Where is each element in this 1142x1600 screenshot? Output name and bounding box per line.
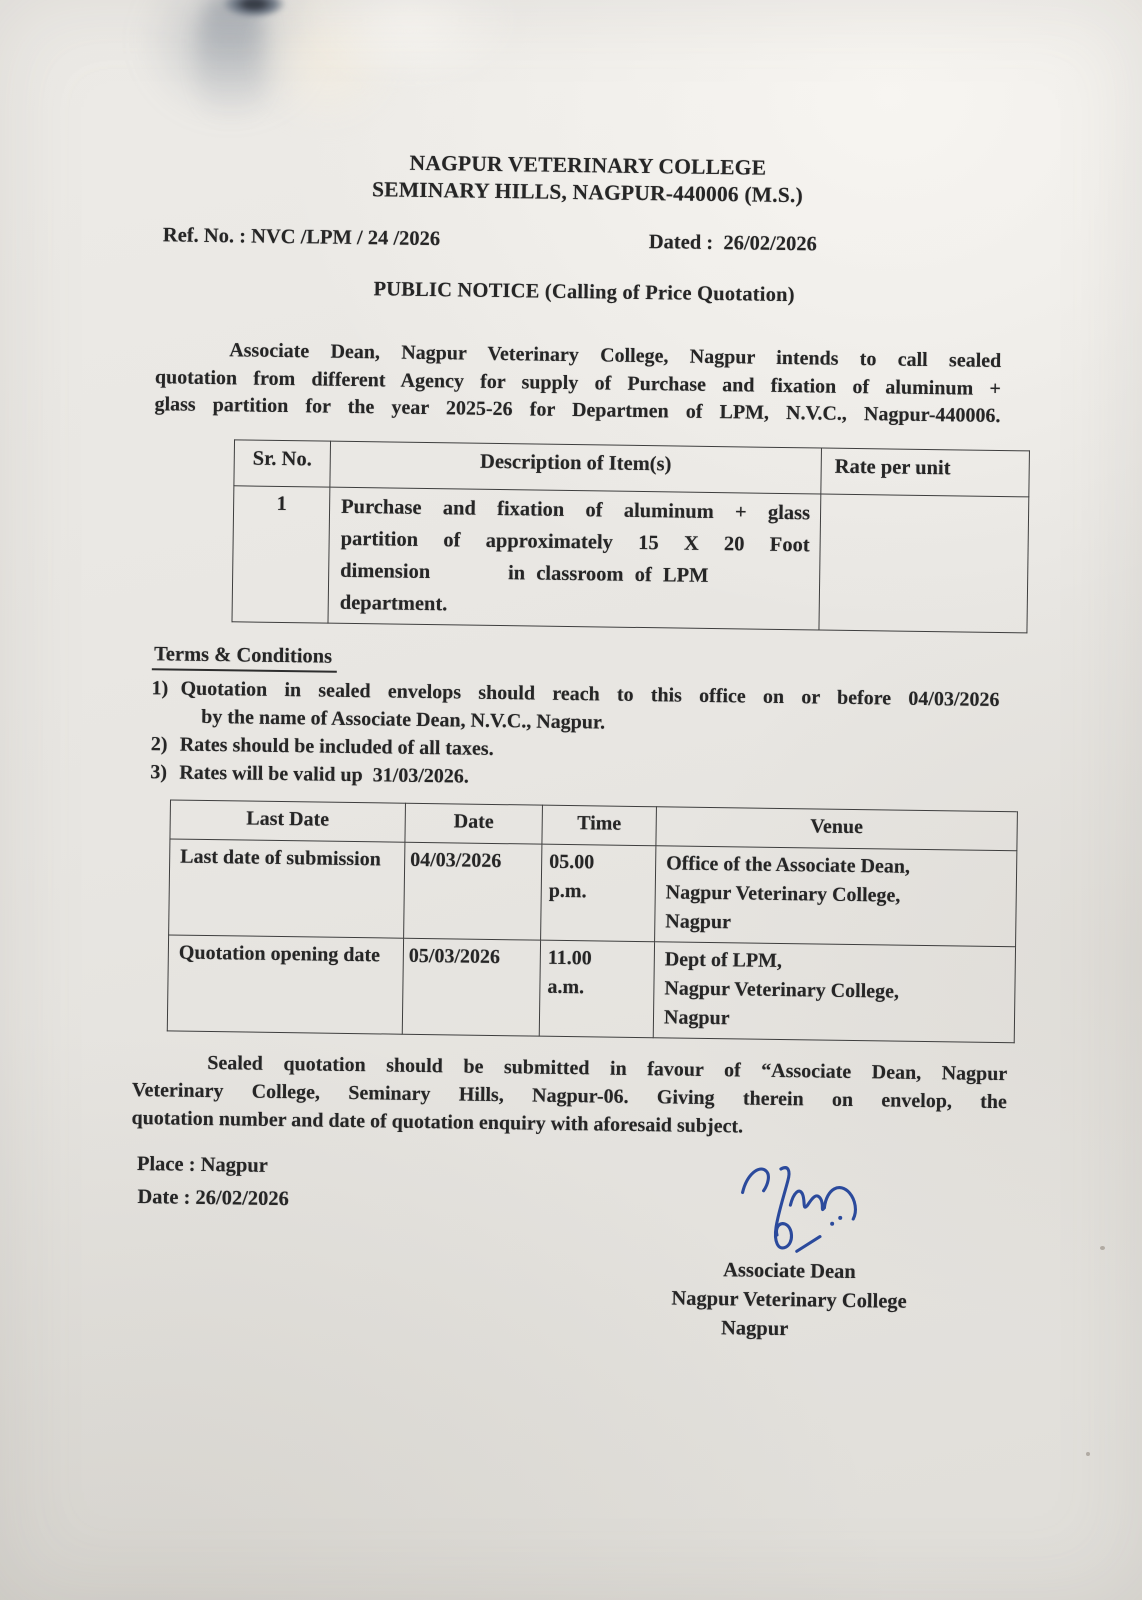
item-rate-empty	[819, 494, 1029, 633]
term-number: 1)	[151, 677, 169, 700]
term-number: 2)	[150, 733, 168, 756]
term-number: 3)	[150, 761, 168, 784]
place-line: Place : Nagpur	[136, 1153, 269, 1177]
college-address: SEMINARY HILLS, NAGPUR-440006 (M.S.)	[371, 177, 804, 208]
signature-stroke	[790, 1191, 824, 1210]
intro-line: Associate Dean, Nagpur Veterinary College, Nagpur intends to call sealed	[229, 339, 1002, 373]
term-text-line: Rates will be valid up 31/03/2026.	[179, 761, 469, 788]
item-description-line: dimension in classroom of LPM	[340, 559, 709, 587]
ref-number: Ref. No. : NVC /LPM / 24 /2026	[162, 224, 441, 251]
schedule-label: Last date of submission	[169, 839, 405, 938]
item-description-line: Purchase and fixation of aluminum + glass	[340, 495, 811, 525]
intro-paragraph	[154, 336, 1001, 430]
items-table-row	[232, 486, 1029, 633]
schedule-table	[167, 799, 1018, 1043]
college-name: NAGPUR VETERINARY COLLEGE	[409, 150, 767, 180]
items-table	[231, 439, 1029, 633]
schedule-venue: Office of the Associate Dean, Nagpur Veterinary College, Nagpur	[655, 846, 1017, 947]
closing-line: Sealed quotation should be submitted in favour of “Associate Dean, Nagpur	[207, 1052, 1008, 1086]
reference-line	[163, 224, 1023, 259]
schedule-header-venue: Venue	[656, 807, 1018, 851]
schedule-time: 11.00 a.m.	[539, 940, 654, 1038]
signature-stroke	[824, 1187, 856, 1219]
signatory-place: Nagpur	[720, 1317, 789, 1341]
item-description	[328, 487, 821, 630]
letterhead	[16, 144, 1142, 214]
intro-line: quotation from different Agency for supply of Purchase and fixation of aluminum +	[154, 365, 1001, 400]
signature-dot	[838, 1216, 842, 1220]
item-description-line: partition of approximately 15 X 20 Foot	[340, 527, 810, 557]
terms-section	[150, 640, 1000, 798]
items-header-srno: Sr. No.	[234, 440, 331, 487]
schedule-venue: Dept of LPM, Nagpur Veterinary College, Nagpur	[653, 942, 1015, 1043]
signature-stroke	[775, 1168, 792, 1248]
term-text-line: by the name of Associate Dean, N.V.C., Nagpur.	[201, 705, 606, 734]
schedule-row-opening	[167, 935, 1015, 1043]
term-text-line: Rates should be included of all taxes.	[179, 733, 494, 760]
notice-title: PUBLIC NOTICE (Calling of Price Quotation)	[373, 278, 795, 307]
closing-paragraph	[131, 1048, 1007, 1144]
schedule-row-submission	[169, 839, 1017, 947]
signature-stroke	[743, 1169, 769, 1193]
schedule-header-time: Time	[542, 805, 657, 846]
schedule-time: 05.00 p.m.	[541, 844, 656, 942]
schedule-header-date: Date	[405, 803, 543, 844]
intro-line: glass partition for the year 2025-26 for Departmen of LPM, N.V.C., Nagpur-440006.	[154, 393, 1001, 428]
item-description-line: department.	[339, 591, 448, 616]
schedule-header-lastdate: Last Date	[170, 800, 406, 842]
schedule-date: 04/03/2026	[404, 842, 542, 940]
signatory-title: Associate Dean	[722, 1259, 856, 1284]
items-header-rate: Rate per unit	[821, 448, 1030, 497]
closing-line: quotation number and date of quotation enquiry with aforesaid subject.	[131, 1106, 744, 1138]
dated-value: Dated : 26/02/2026	[648, 231, 817, 256]
signatory-block	[578, 1254, 999, 1347]
signature-stroke	[797, 1236, 820, 1251]
term-text-line: Quotation in sealed envelops should reach to this office on or before 04/03/2026	[180, 677, 1000, 712]
schedule-date: 05/03/2026	[402, 938, 540, 1036]
terms-heading: Terms & Conditions	[152, 640, 337, 673]
date-line: Date : 26/02/2026	[137, 1186, 290, 1211]
signature-dot	[830, 1222, 834, 1226]
closing-line: Veterinary College, Seminary Hills, Nagpur-06. Giving therein on envelop, the	[131, 1078, 1008, 1114]
schedule-label: Quotation opening date	[167, 935, 403, 1034]
item-srno: 1	[232, 486, 330, 623]
signature-ink	[734, 1160, 865, 1260]
items-header-description: Description of Item(s)	[330, 441, 822, 494]
signatory-org: Nagpur Veterinary College	[671, 1287, 907, 1313]
